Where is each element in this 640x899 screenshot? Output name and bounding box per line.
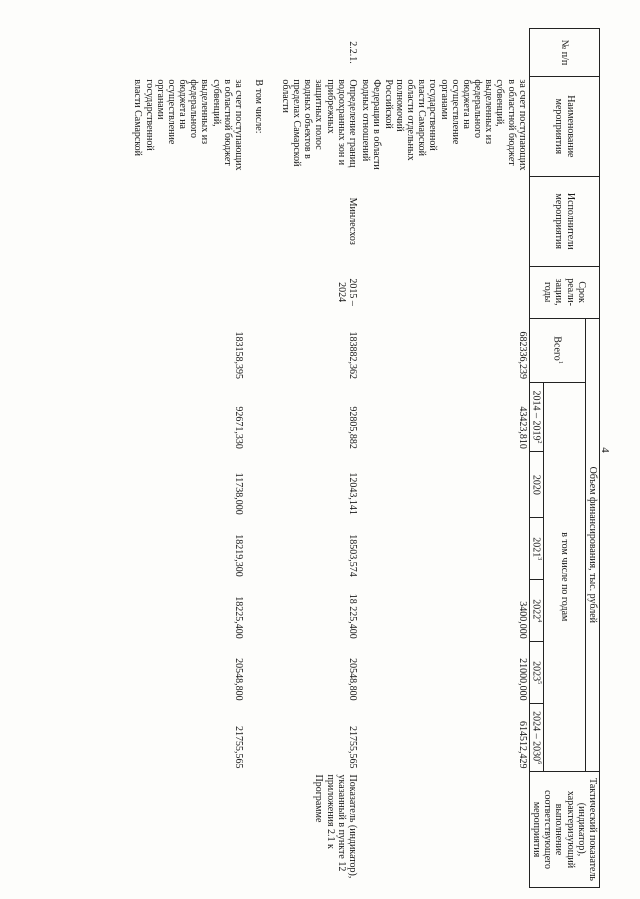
cell-total: 183882,362 bbox=[347, 331, 359, 380]
cell-year-2023 bbox=[245, 642, 265, 704]
header-name: Наименование мероприятия bbox=[529, 76, 599, 176]
cell-year-2021 bbox=[245, 518, 265, 580]
cell-year-2021 bbox=[359, 518, 529, 580]
cell-year-2023: 20548,800 bbox=[233, 658, 245, 701]
cell-year-2020: 12043,141 bbox=[347, 472, 359, 515]
cell-total bbox=[245, 318, 265, 382]
cell-number bbox=[359, 29, 529, 77]
cell-executor bbox=[131, 176, 245, 266]
cell-indicator bbox=[245, 772, 265, 888]
cell-year-2023: 20548,800 bbox=[347, 658, 359, 701]
header-year: 2022$^4$ bbox=[529, 580, 544, 642]
cell-total: 183158,395 bbox=[233, 331, 245, 380]
cell-year-2024-2030: 21755,565 bbox=[347, 726, 359, 769]
table-header bbox=[529, 29, 599, 888]
cell-name: В том числе: bbox=[253, 79, 265, 134]
cell-year-2021: 18219,300 bbox=[233, 534, 245, 577]
cell-year-2022: 18225,400 bbox=[233, 596, 245, 639]
cell-term bbox=[359, 266, 529, 318]
cell-executor bbox=[245, 176, 265, 266]
header-year: 2021$^3$ bbox=[529, 518, 544, 580]
cell-term bbox=[245, 266, 265, 318]
cell-year-2022: 18 225,400 bbox=[347, 593, 359, 639]
table-body bbox=[131, 29, 529, 888]
cell-number: 2.2.1. bbox=[347, 41, 359, 64]
cell-total: 682336,239 bbox=[516, 331, 528, 380]
cell-year-2024-2030: 21755,565 bbox=[233, 726, 245, 769]
cell-term: 2015 – 2024 bbox=[335, 278, 359, 306]
cell-year-2020: 11738,000 bbox=[233, 472, 245, 515]
cell-executor bbox=[359, 176, 529, 266]
header-indicator: Тактический показатель (индикатор), характеризующий выполнение соответствующего мероприятия bbox=[529, 772, 599, 888]
funding-table bbox=[131, 28, 600, 888]
header-total: Всего$^1$ bbox=[529, 318, 585, 382]
cell-year-2014-2019: 43423,810 bbox=[516, 406, 528, 449]
header-year: 2024 – 2030$^6$ bbox=[529, 704, 544, 772]
cell-year-2020 bbox=[359, 452, 529, 518]
table-row bbox=[359, 29, 529, 888]
header-year: 2023$^5$ bbox=[529, 642, 544, 704]
cell-name: за счет поступающих в областной бюджет субвенций, выделенных из федерального бюджета на осуществление органами государственной власти Самарской области отдельных полномочий Российской Федерации в области водных отношений bbox=[360, 79, 528, 171]
header-number: № п/п bbox=[529, 29, 599, 77]
table-row bbox=[265, 29, 359, 888]
cell-executor: Минлесхоз bbox=[347, 197, 359, 245]
cell-year-2022: 3400,000 bbox=[516, 601, 528, 639]
header-term: Срок реали-зации, годы bbox=[529, 266, 599, 318]
cell-year-2023: 21000,000 bbox=[516, 658, 528, 701]
rotated-table-sheet bbox=[20, 28, 600, 888]
cell-year-2024-2030: 614512,429 bbox=[516, 721, 528, 769]
cell-name: за счет поступающих в областной бюджет субвенций, выделенных из федерального бюджета на осуществление органами государственной власти Самарской bbox=[132, 79, 245, 171]
cell-year-2024-2030 bbox=[245, 704, 265, 772]
cell-year-2022 bbox=[245, 580, 265, 642]
page-number: 4 bbox=[598, 447, 611, 453]
cell-term bbox=[131, 266, 245, 318]
cell-number bbox=[245, 29, 265, 77]
cell-indicator: Показатель (индикатор), указанный в пункте 12 приложения 2.1 к Программе bbox=[313, 774, 359, 879]
cell-number bbox=[131, 29, 245, 77]
header-year: 2020 bbox=[529, 452, 544, 518]
header-executors: Исполнители мероприятия bbox=[529, 176, 599, 266]
table-row bbox=[245, 29, 265, 888]
cell-indicator bbox=[131, 772, 245, 888]
header-year: 2014 – 2019$^2$ bbox=[529, 382, 544, 452]
cell-name: Определение границ водоохранных зон и прибрежных защитных полос водных объектов в пределах Самарской области bbox=[279, 79, 359, 168]
header-funding: Объем финансирования, тыс. рублей bbox=[585, 318, 599, 771]
cell-indicator bbox=[359, 772, 529, 888]
cell-year-2014-2019: 92805,882 bbox=[347, 406, 359, 449]
header-by-years: в том числе по годам bbox=[544, 382, 585, 772]
cell-year-2014-2019 bbox=[245, 382, 265, 452]
cell-year-2021: 18503,574 bbox=[347, 534, 359, 577]
table-row bbox=[131, 29, 245, 888]
cell-year-2020 bbox=[245, 452, 265, 518]
cell-year-2014-2019: 92671,330 bbox=[233, 406, 245, 449]
